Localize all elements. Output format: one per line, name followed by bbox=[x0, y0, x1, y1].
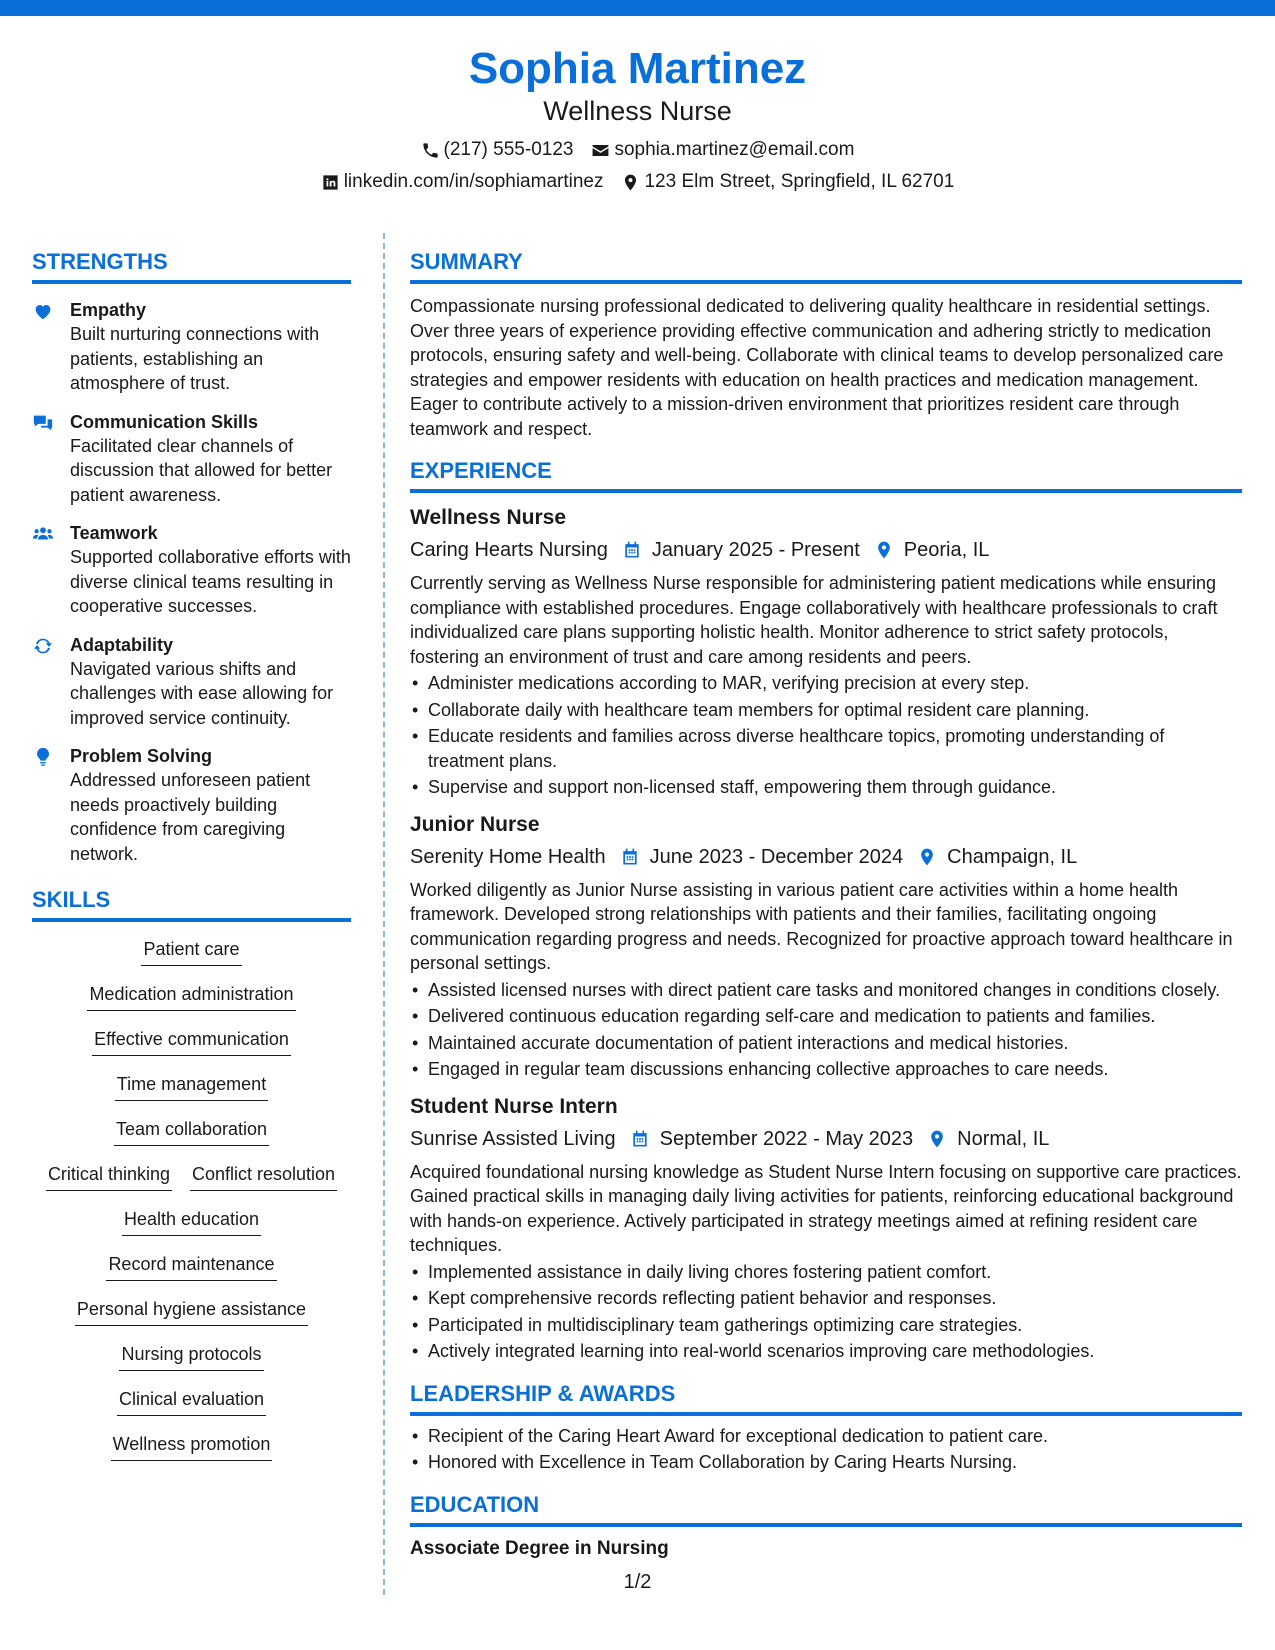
strength-desc: Facilitated clear channels of discussion that allowed for better patient awareness. bbox=[70, 435, 333, 505]
phone-contact bbox=[421, 138, 574, 162]
linkedin-icon bbox=[321, 173, 340, 192]
summary-heading: SUMMARY bbox=[410, 246, 1242, 284]
skill-tag: Wellness promotion bbox=[111, 1431, 273, 1461]
skill-tag: Record maintenance bbox=[106, 1251, 276, 1281]
experience-heading: EXPERIENCE bbox=[410, 455, 1242, 493]
skill-tag: Conflict resolution bbox=[190, 1161, 337, 1191]
list-item: • Educate residents and families across diverse healthcare topics, promoting understanding of treatment plans. bbox=[410, 724, 1242, 773]
list-item: • Participated in multidisciplinary team gatherings optimizing care strategies. bbox=[410, 1313, 1242, 1338]
skill-tag: Medication administration bbox=[87, 981, 295, 1011]
users-icon bbox=[32, 523, 54, 545]
job-dates: June 2023 - December 2024 bbox=[649, 845, 904, 868]
comments-icon bbox=[32, 412, 54, 434]
job-company: Sunrise Assisted Living bbox=[410, 1127, 616, 1150]
job-dates: January 2025 - Present bbox=[651, 539, 860, 561]
skill-tag: Patient care bbox=[141, 936, 241, 966]
job-location: Normal, IL bbox=[957, 1127, 1050, 1150]
job-company: Serenity Home Health bbox=[410, 845, 606, 868]
job-title: Wellness Nurse bbox=[410, 506, 567, 529]
education-heading: EDUCATION bbox=[410, 1489, 1242, 1527]
leadership-bullets bbox=[410, 1424, 1242, 1475]
lightbulb-icon bbox=[32, 746, 54, 768]
skill-tag: Time management bbox=[115, 1071, 268, 1101]
strength-title: Teamwork bbox=[70, 523, 158, 543]
job-description: Worked diligently as Junior Nurse assisting in various patient care activities within a home health framework. Developed strong relationships with patients and their families, facilitating ongoing communication regarding progress and needs. Recognized for proactive approach toward healthcare in personal settings. bbox=[410, 879, 1233, 973]
job-entry bbox=[410, 1092, 1242, 1364]
phone-icon bbox=[421, 141, 440, 160]
phone-text: (217) 555-0123 bbox=[443, 139, 574, 160]
list-item: • Actively integrated learning into real-world scenarios improving care methodologies. bbox=[410, 1339, 1242, 1364]
list-item: • Delivered continuous education regarding self-care and medication to patients and families. bbox=[410, 1004, 1242, 1029]
map-marker-icon bbox=[927, 1129, 947, 1149]
skill-tag: Critical thinking bbox=[46, 1161, 172, 1191]
skill-tag: Health education bbox=[122, 1206, 261, 1236]
right-column bbox=[410, 246, 1242, 1563]
list-item: • Implemented assistance in daily living chores fostering patient comfort. bbox=[410, 1260, 1242, 1285]
skills-list bbox=[32, 936, 351, 1476]
candidate-title: Wellness Nurse bbox=[543, 96, 732, 126]
job-location: Peoria, IL bbox=[903, 539, 990, 561]
job-description: Acquired foundational nursing knowledge as Student Nurse Intern focusing on supportive care practices. Gained practical skills in managing daily living activities for patients, reinforcing educational background with hands-on experience. Actively participated in strategy meetings aimed at refining resident care techniques. bbox=[410, 1161, 1242, 1255]
column-divider bbox=[383, 233, 385, 1595]
job-entry bbox=[410, 503, 1242, 800]
list-item: • Recipient of the Caring Heart Award for exceptional dedication to patient care. bbox=[410, 1424, 1242, 1449]
contact-row-2 bbox=[0, 170, 1275, 194]
list-item: • Supervise and support non-licensed staff, empowering them through guidance. bbox=[410, 775, 1242, 800]
strength-item bbox=[32, 410, 351, 508]
strength-item bbox=[32, 298, 351, 396]
list-item: • Kept comprehensive records reflecting patient behavior and responses. bbox=[410, 1286, 1242, 1311]
address-contact bbox=[621, 170, 954, 194]
list-item: • Maintained accurate documentation of patient interactions and medical histories. bbox=[410, 1031, 1242, 1056]
resume-header bbox=[0, 40, 1275, 194]
strengths-heading: STRENGTHS bbox=[32, 246, 351, 284]
strength-title: Empathy bbox=[70, 300, 147, 320]
page-number: 1/2 bbox=[623, 1571, 652, 1593]
sync-icon bbox=[32, 635, 54, 657]
top-accent-bar bbox=[0, 0, 1275, 16]
strength-title: Adaptability bbox=[70, 634, 174, 655]
job-dates: September 2022 - May 2023 bbox=[659, 1127, 914, 1150]
list-item: • Engaged in regular team discussions enhancing collective approaches to care needs. bbox=[410, 1057, 1242, 1082]
job-location: Champaign, IL bbox=[947, 845, 1078, 868]
list-item: • Assisted licensed nurses with direct patient care tasks and monitored changes in conditions closely. bbox=[410, 978, 1242, 1003]
heart-icon bbox=[32, 300, 54, 322]
strength-item bbox=[32, 744, 351, 866]
education-degree: Associate Degree in Nursing bbox=[410, 1537, 669, 1559]
job-meta bbox=[410, 535, 1242, 565]
email-text[interactable]: sophia.martinez@email.com bbox=[614, 139, 855, 160]
strength-desc: Navigated various shifts and challenges with ease allowing for improved service continuity. bbox=[70, 658, 334, 728]
calendar-icon bbox=[620, 847, 640, 867]
calendar-icon bbox=[622, 540, 642, 560]
list-item: • Administer medications according to MAR, verifying precision at every step. bbox=[410, 671, 1242, 696]
linkedin-text[interactable]: linkedin.com/in/sophiamartinez bbox=[343, 171, 604, 192]
contact-row-1 bbox=[0, 138, 1275, 162]
map-marker-icon bbox=[917, 847, 937, 867]
summary-text: Compassionate nursing professional dedicated to delivering quality healthcare in residential settings. Over three years of experience providing effective communication and adhering strictly to medication protocols, ensuring safety and well-being. Collaborate with clinical teams to develop personalized care strategies and empower residents with education on health practices and medication management. Eager to contribute actively to a mission-driven environment that prioritizes resident care through teamwork and respect. bbox=[410, 296, 1224, 439]
job-description: Currently serving as Wellness Nurse responsible for administering patient medications while ensuring compliance with established procedures. Engage collaboratively with healthcare professionals to craft individualized care plans supporting holistic health. Monitor adherence to strict safety protocols, fostering an environment of trust and care among residents and peers. bbox=[410, 573, 1218, 667]
map-marker-icon bbox=[874, 540, 894, 560]
address-text: 123 Elm Street, Springfield, IL 62701 bbox=[644, 171, 955, 192]
candidate-name: Sophia Martinez bbox=[468, 44, 807, 93]
email-contact[interactable] bbox=[591, 138, 854, 162]
skill-tag: Effective communication bbox=[92, 1026, 291, 1056]
job-title: Junior Nurse bbox=[410, 812, 540, 836]
strength-desc: Addressed unforeseen patient needs proactively building confidence from caregiving network. bbox=[70, 770, 311, 864]
job-bullets bbox=[410, 978, 1242, 1082]
map-marker-icon bbox=[621, 173, 640, 192]
job-meta bbox=[410, 842, 1242, 872]
job-meta bbox=[410, 1124, 1242, 1154]
job-title: Student Nurse Intern bbox=[410, 1094, 618, 1118]
skills-heading: SKILLS bbox=[32, 884, 351, 922]
strength-title: Problem Solving bbox=[70, 746, 213, 766]
envelope-icon bbox=[591, 141, 610, 160]
job-company: Caring Hearts Nursing bbox=[410, 539, 608, 561]
left-column bbox=[32, 246, 351, 1476]
job-bullets bbox=[410, 671, 1242, 800]
skill-tag: Nursing protocols bbox=[119, 1341, 263, 1371]
skill-tag: Team collaboration bbox=[114, 1116, 269, 1146]
strength-desc: Built nurturing connections with patients, establishing an atmosphere of trust. bbox=[70, 324, 320, 393]
skill-tag: Personal hygiene assistance bbox=[75, 1296, 308, 1326]
strength-item bbox=[32, 521, 351, 619]
linkedin-contact[interactable] bbox=[321, 170, 604, 194]
skill-tag: Clinical evaluation bbox=[117, 1386, 266, 1416]
strength-title: Communication Skills bbox=[70, 411, 259, 432]
strength-desc: Supported collaborative efforts with diverse clinical teams resulting in cooperative successes. bbox=[70, 547, 351, 616]
job-entry bbox=[410, 810, 1242, 1082]
leadership-heading: LEADERSHIP & AWARDS bbox=[410, 1378, 1242, 1416]
job-bullets bbox=[410, 1260, 1242, 1364]
calendar-icon bbox=[630, 1129, 650, 1149]
list-item: • Honored with Excellence in Team Collaboration by Caring Hearts Nursing. bbox=[410, 1450, 1242, 1475]
strength-item bbox=[32, 633, 351, 731]
list-item: • Collaborate daily with healthcare team members for optimal resident care planning. bbox=[410, 698, 1242, 723]
